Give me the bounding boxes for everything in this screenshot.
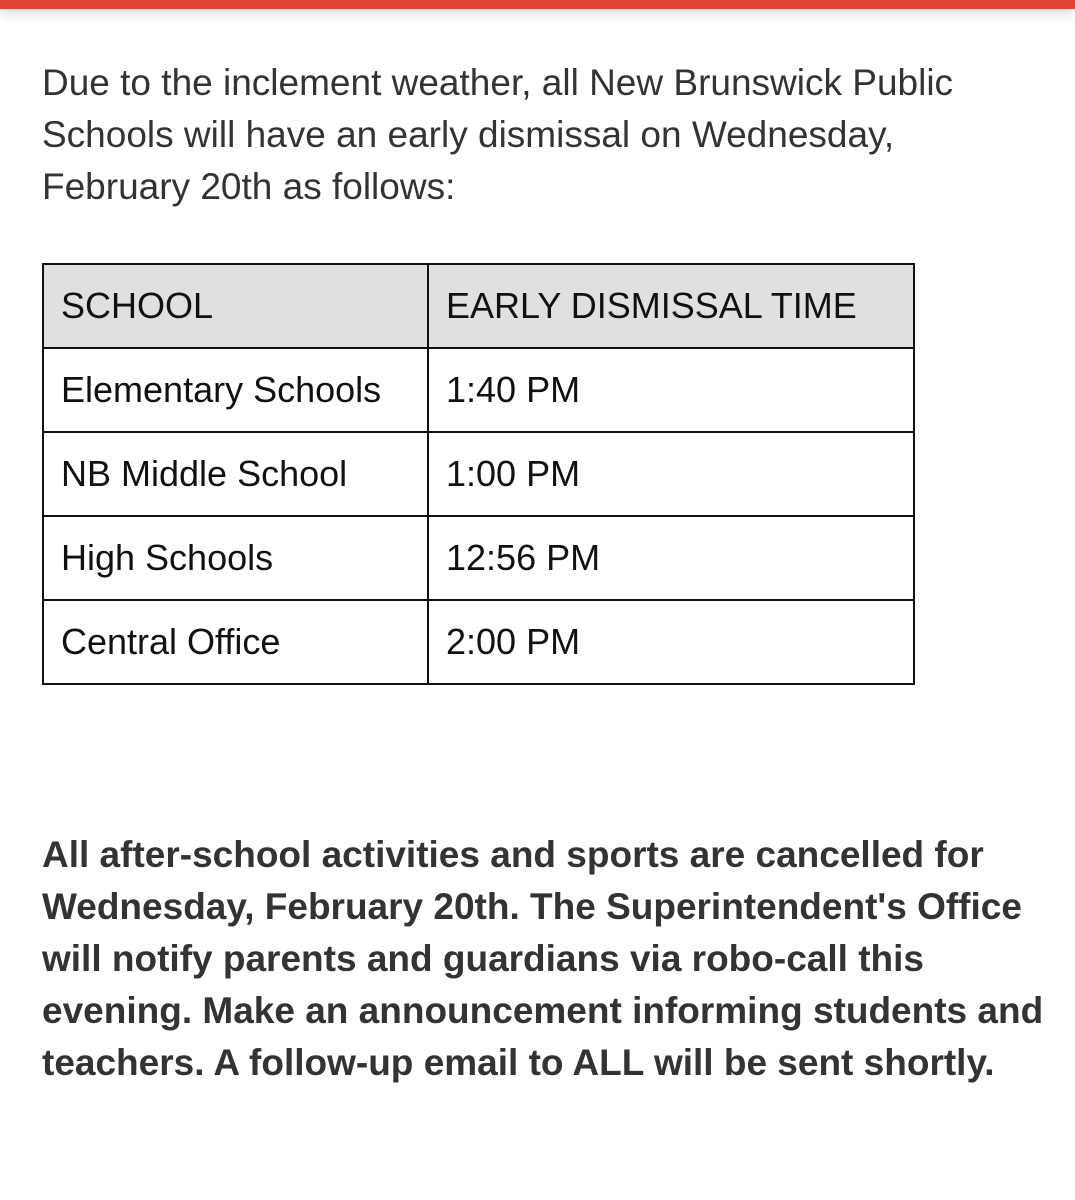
table-header-row: [43, 264, 914, 348]
school-cell: NB Middle School: [43, 432, 428, 516]
table-row: [43, 348, 914, 432]
time-cell: 2:00 PM: [428, 600, 914, 684]
dismissal-table: [42, 263, 915, 685]
school-cell: Central Office: [43, 600, 428, 684]
intro-paragraph: Due to the inclement weather, all New Brunswick Public Schools will have an early dismissal on Wednesday, February 20th as follows:: [42, 62, 954, 207]
school-cell: High Schools: [43, 516, 428, 600]
top-accent-bar: [0, 0, 1075, 9]
school-cell: Elementary Schools: [43, 348, 428, 432]
table-row: [43, 600, 914, 684]
table-row: [43, 432, 914, 516]
time-cell: 1:40 PM: [428, 348, 914, 432]
time-cell: 1:00 PM: [428, 432, 914, 516]
time-cell: 12:56 PM: [428, 516, 914, 600]
table-row: [43, 516, 914, 600]
header-time: EARLY DISMISSAL TIME: [428, 264, 914, 348]
notice-paragraph: All after-school activities and sports are cancelled for Wednesday, February 20th. The Superintendent's Office will notify parents and guardians via robo-call this evening. Make an announcement informing students and teachers. A follow-up email to ALL will be sent shortly.: [42, 834, 1044, 1083]
header-school: SCHOOL: [43, 264, 428, 348]
